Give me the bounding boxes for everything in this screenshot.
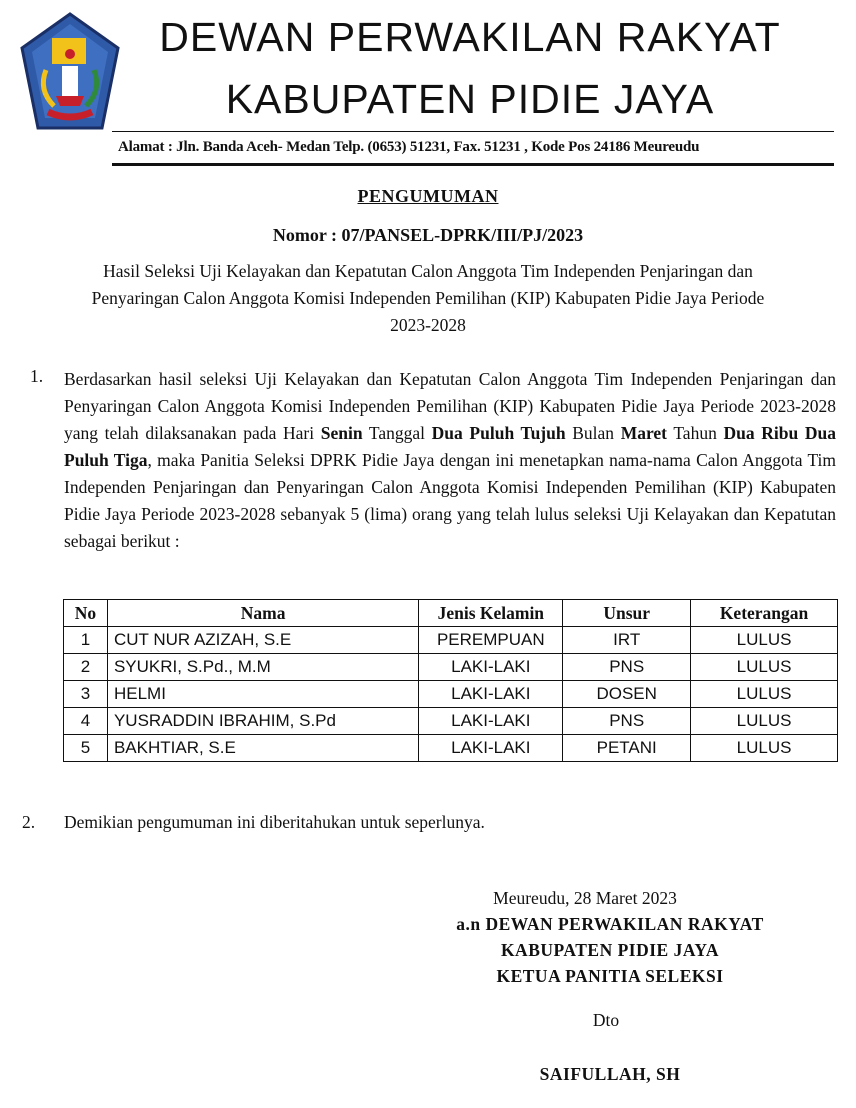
header-no: No bbox=[64, 600, 108, 627]
cell-nama: SYUKRI, S.Pd., M.M bbox=[107, 654, 418, 681]
letterhead-divider-thick bbox=[112, 163, 834, 166]
table-row bbox=[64, 654, 838, 681]
paragraph-2: Demikian pengumuman ini diberitahukan untuk seperlunya. bbox=[64, 812, 485, 832]
cell-nama: HELMI bbox=[107, 681, 418, 708]
table-row bbox=[64, 708, 838, 735]
subtitle-line3: 2023-2028 bbox=[390, 315, 466, 335]
signature-line1: a.n DEWAN PERWAKILAN RAKYAT bbox=[456, 914, 764, 934]
header-nama: Nama bbox=[107, 600, 418, 627]
cell-jenis-kelamin: LAKI-LAKI bbox=[419, 681, 563, 708]
paragraph-1-date: Dua Puluh Tujuh bbox=[431, 423, 566, 443]
table-row bbox=[64, 627, 838, 654]
cell-unsur: IRT bbox=[563, 627, 691, 654]
letterhead-divider-thin bbox=[112, 131, 834, 132]
cell-no: 3 bbox=[64, 681, 108, 708]
cell-no: 4 bbox=[64, 708, 108, 735]
cell-no: 1 bbox=[64, 627, 108, 654]
announcement-title: PENGUMUMAN bbox=[357, 186, 499, 206]
cell-nama: CUT NUR AZIZAH, S.E bbox=[107, 627, 418, 654]
paragraph-1-day: Senin bbox=[320, 423, 363, 443]
paragraph-1-text-a: Berdasarkan hasil seleksi Uji Kelayakan dan Kepatutan Calon Anggota Tim Independen Penjaringan dan Penyaringan Calon Anggota Komisi Independen Pemilihan (KIP) Kabupaten Pidie Jaya Periode 2023-2028 yang telah dilaksanakan pada Hari bbox=[64, 369, 836, 443]
results-table bbox=[63, 599, 838, 762]
paragraph-1-text-e: , maka Panitia Seleksi DPRK Pidie Jaya dengan ini menetapkan nama-nama Calon Anggota Tim Independen Penjaringan dan Penyaringan Calon Anggota Komisi Independen Pemilihan (KIP) Kabupaten Pidie Jaya Periode 2023-2028 sebanyak 5 (lima) orang yang telah lulus seleksi Uji Kelayakan dan Kepatutan sebagai berikut : bbox=[64, 450, 836, 551]
cell-jenis-kelamin: LAKI-LAKI bbox=[419, 735, 563, 762]
cell-keterangan: LULUS bbox=[691, 708, 838, 735]
cell-nama: YUSRADDIN IBRAHIM, S.Pd bbox=[107, 708, 418, 735]
signature-dto: Dto bbox=[592, 1010, 620, 1030]
cell-no: 5 bbox=[64, 735, 108, 762]
announcement-number: Nomor : 07/PANSEL-DPRK/III/PJ/2023 bbox=[272, 225, 584, 245]
signatory-name: SAIFULLAH, SH bbox=[539, 1064, 681, 1084]
address-line: Alamat : Jln. Banda Aceh- Medan Telp. (0653) 51231, Fax. 51231 , Kode Pos 24186 Meureudu bbox=[118, 139, 700, 155]
table-header-row bbox=[64, 600, 838, 627]
paragraph-1-month: Maret bbox=[620, 423, 668, 443]
paragraph-1-text-c: Bulan bbox=[565, 423, 621, 443]
cell-keterangan: LULUS bbox=[691, 681, 838, 708]
paragraph-1-text-b: Tanggal bbox=[362, 423, 432, 443]
header-keterangan: Keterangan bbox=[691, 600, 838, 627]
cell-jenis-kelamin: LAKI-LAKI bbox=[419, 654, 563, 681]
table-row bbox=[64, 681, 838, 708]
signature-line2: KABUPATEN PIDIE JAYA bbox=[500, 940, 720, 960]
subtitle-line1: Hasil Seleksi Uji Kelayakan dan Kepatutan Calon Anggota Tim Independen Penjaringan dan bbox=[103, 261, 753, 281]
cell-no: 2 bbox=[64, 654, 108, 681]
cell-unsur: DOSEN bbox=[563, 681, 691, 708]
org-name-line1: DEWAN PERWAKILAN RAKYAT bbox=[159, 14, 781, 60]
paragraph-1-year: Dua Ribu Dua Puluh Tiga bbox=[64, 423, 836, 470]
announcement-subtitle bbox=[30, 258, 826, 339]
cell-keterangan: LULUS bbox=[691, 627, 838, 654]
signature-place-date: Meureudu, 28 Maret 2023 bbox=[493, 888, 677, 908]
cell-jenis-kelamin: PEREMPUAN bbox=[419, 627, 563, 654]
header-jenis-kelamin: Jenis Kelamin bbox=[419, 600, 563, 627]
cell-unsur: PNS bbox=[563, 708, 691, 735]
cell-keterangan: LULUS bbox=[691, 654, 838, 681]
table-row bbox=[64, 735, 838, 762]
item-number-2: 2. bbox=[22, 812, 36, 832]
item-number-1: 1. bbox=[30, 366, 44, 386]
subtitle-line2: Penyaringan Calon Anggota Komisi Independen Pemilihan (KIP) Kabupaten Pidie Jaya Periode bbox=[91, 288, 765, 308]
pidie-jaya-emblem-icon bbox=[18, 10, 122, 136]
cell-jenis-kelamin: LAKI-LAKI bbox=[419, 708, 563, 735]
header-unsur: Unsur bbox=[563, 600, 691, 627]
org-name-line2: KABUPATEN PIDIE JAYA bbox=[225, 76, 715, 122]
signature-line3: KETUA PANITIA SELEKSI bbox=[496, 966, 724, 986]
cell-unsur: PNS bbox=[563, 654, 691, 681]
paragraph-1-text-d: Tahun bbox=[667, 423, 724, 443]
cell-unsur: PETANI bbox=[563, 735, 691, 762]
cell-keterangan: LULUS bbox=[691, 735, 838, 762]
cell-nama: BAKHTIAR, S.E bbox=[107, 735, 418, 762]
paragraph-1 bbox=[64, 366, 836, 555]
